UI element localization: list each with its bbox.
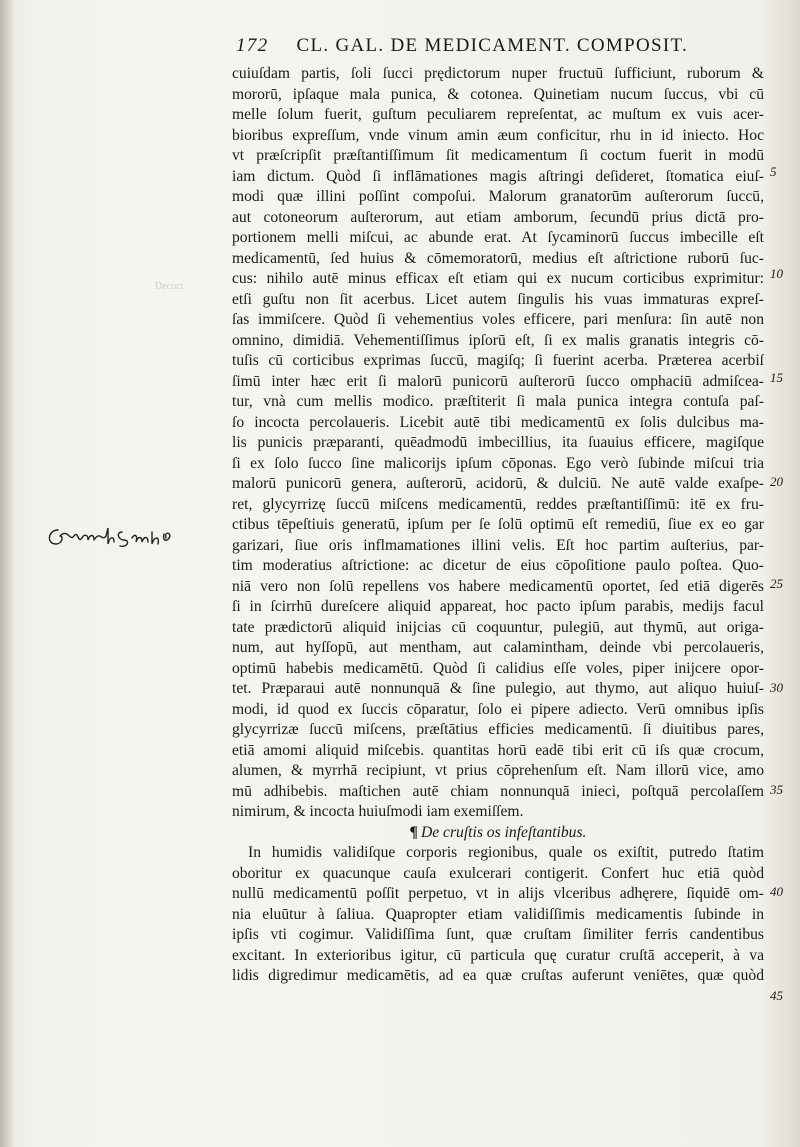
text-line: num, aut hyſſopū, aut mentham, aut calamintham, deinde vbi percolaueris,	[232, 639, 764, 656]
text-line: tur, vnà cum mellis modico. præſtiterit ſi mala punica integra contuſa paſ-	[232, 393, 764, 410]
line-number-20: 20	[770, 474, 783, 489]
folio-number: 172	[236, 35, 269, 56]
line-number-35: 35	[770, 782, 783, 797]
text-line: ret, glycyrrizę ſuccū miſcens medicamentū, reddes præſtantiſſimū: itē ex fru-	[232, 495, 764, 513]
text-line: optimū habebis medicamētū. Quòd ſi calidius eſſe voles, piper inijcere opor-	[232, 659, 764, 677]
line-number-10: 10	[770, 266, 783, 281]
text-line: portionem melli miſcui, ac abunde erat. At ſycaminorū ſuccus imbecille eſt	[232, 229, 764, 246]
text-line: lidis digredimur medicamētis, ad ea quæ cruſtas auferunt veniētes, quæ quòd	[232, 967, 764, 984]
text-line: ſo incocta percolaueris. Licebit autē tibi medicamentū ex ſolis dulcibus ma-	[232, 413, 764, 431]
text-line: medicamentū, ſed huius & cōmemoratorū, medius eſt aſtrictione ruborū ſuc-	[232, 249, 764, 267]
text-line: ſimū inter hæc erit ſi malorū punicorū auſterorū ſucco omphaciū admiſcea-	[232, 372, 764, 390]
text-line: cus: nihilo autē minus efficax eſt etiam qui ex nucum corticibus exprimitur:	[232, 270, 764, 287]
text-line: modi, id quod ex ſuccis cōparatur, ſolo ei pipere adiecto. Verū omnibus ipſis	[232, 700, 764, 718]
text-line: nullū medicamentū poſſit perpetuo, vt in alijs vlceribus adhęrere, ſiquidē om-	[232, 885, 764, 902]
text-line: ctibus tēpeſtiuis generatū, ipſum per ſe ſolū optimū eſt remediū, ſiue ex eo gar	[232, 516, 764, 533]
line-number-45: 45	[770, 988, 783, 1003]
text-line: etiā amomi aliquid miſcebis. quantitas horū eadē tibi erit cū iſs quæ crocum,	[232, 741, 764, 759]
text-line: nia eluūtur à ſaliua. Quapropter etiam validiſſimis medicamentis ſubinde in	[232, 905, 764, 923]
pilcrow-icon: ¶	[409, 823, 418, 841]
text-line: bioribus expreſſum, vnde vinum amin æum conficitur, rhu in id iniecto. Hoc	[232, 126, 764, 144]
text-line: excitant. In exterioribus igitur, cū particula quę curatur cruſtā acceperit, à va	[232, 946, 764, 964]
text-line: ipſis vti cogimur. Validiſſima ſunt, quæ cruſtam ſimiliter ferris candentibus	[232, 926, 764, 943]
text-line: In humidis validiſque corporis regionibus, quale os exiſtit, putredo ſtatim	[248, 844, 764, 861]
text-line: omnino, dimidiā. Vehementiſſimus ipſorū eſt, ſi ex malis granatis integris cō-	[232, 331, 764, 349]
text-line: ſas immiſcere. Quòd ſi vehementius voles efficere, pari menſura: ſin autē non	[232, 311, 764, 328]
running-header	[236, 35, 776, 57]
text-line: niā vero non ſolū repellens vos habere medicamentū oportet, ſed etiā digerēs	[232, 577, 764, 595]
text-line: alumen, & myrrhā recipiunt, vt prius cōprehenſum eſt. Nam illorū vice, amo	[232, 762, 764, 779]
text-line: tim moderatius aſtrictione: ac dicetur de eius cōpoſitione paulo poſtea. Quo-	[232, 557, 764, 574]
text-line: tate prædictorū aliquid inijcias cū coquuntur, pulegiū, aut thymū, aut origa-	[232, 618, 764, 636]
text-line: nimirum, & incocta huiuſmodi iam exemiſſem.	[232, 803, 524, 820]
section-heading-text: De cruſtis os infeſtantibus.	[420, 823, 587, 841]
text-line: etſi guſtu non ſit acerbus. Licet autem ſingulis his vuas immaturas expreſ-	[232, 290, 764, 308]
body-text	[232, 64, 764, 987]
text-line: melle ſolum fuerit, guſtum peculiarem repreſentat, ac muſtum ex vuis acer-	[232, 106, 764, 123]
line-number-15: 15	[770, 370, 783, 385]
text-line: modi quæ illini poſſint compoſui. Malorum granatorūm auſterorum ſuccū,	[232, 188, 764, 205]
gutter-shadow	[0, 0, 14, 1147]
handwritten-marginal-note-icon	[44, 522, 184, 552]
text-line: mū adhibebis. maſtichen autē chiam nonnunquā inieci, poſtquā percolaſſem	[232, 782, 764, 800]
text-line: vt præſcripſit præſtantiſſimum ſit medicamentum ſi coctum fuerit in modū	[232, 147, 764, 164]
show-through-text: Decoct	[155, 281, 184, 292]
line-number-40: 40	[770, 884, 783, 899]
text-line: glycyrrizæ ſuccū miſcens, præſtātius efficies medicamentū. ſi diuitibus pares,	[232, 721, 764, 738]
section-heading	[232, 823, 764, 844]
text-line: iam dictum. Quòd ſi inflāmationes magis aſtringi deſideret, ſtomatica eiuſ-	[232, 167, 764, 185]
line-number-5: 5	[770, 164, 777, 179]
text-line: mororū, ipſaque mala punica, & cotonea. Quinetiam nucum ſuccus, vbi cū	[232, 85, 764, 103]
text-line: cuiuſdam partis, ſoli ſucci prędictorum nuper fructuū ſufficiunt, ruborum &	[232, 65, 764, 82]
text-line: garizari, ſiue oris inflmamationes illini velis. Eſt hoc partim auſterius, par-	[232, 536, 764, 554]
text-line: oboritur ex quacunque cauſa exulcerari contigerit. Confert huc etiā quòd	[232, 864, 764, 882]
text-line: tet. Præparaui autē nonnunquā & ſine pulegio, aut thymo, aut aliquo huiuſ-	[232, 680, 764, 697]
running-title: CL. GAL. DE MEDICAMENT. COMPOSIT.	[296, 35, 689, 56]
text-line: lis punicis præparanti, quēadmodū imbecillius, ita ſuauius efficere, magiſque	[232, 434, 764, 451]
text-line: malorū punicorū genera, auſterorū, acidorū, & dulciū. Ne autē valde exaſpe-	[232, 475, 764, 492]
text-line: tuſis cū corticibus exprimas ſuccū, magiſq; ſi fuerint acerba. Præterea acerbiſ	[232, 352, 764, 369]
text-line: ſi in ſcirrhū dureſcere aliquid appareat, hoc pacto ipſum parabis, medijs facul	[232, 598, 764, 615]
line-number-25: 25	[770, 576, 783, 591]
text-line: ſi ex ſolo ſucco ſine malicorijs ipſum cōponas. Ego verò ſubinde miſcui tria	[232, 454, 764, 472]
line-number-30: 30	[770, 680, 783, 695]
text-line: aut cotoneorum auſterorum, aut etiam amborum, ſecundū prius dictā pro-	[232, 208, 764, 226]
